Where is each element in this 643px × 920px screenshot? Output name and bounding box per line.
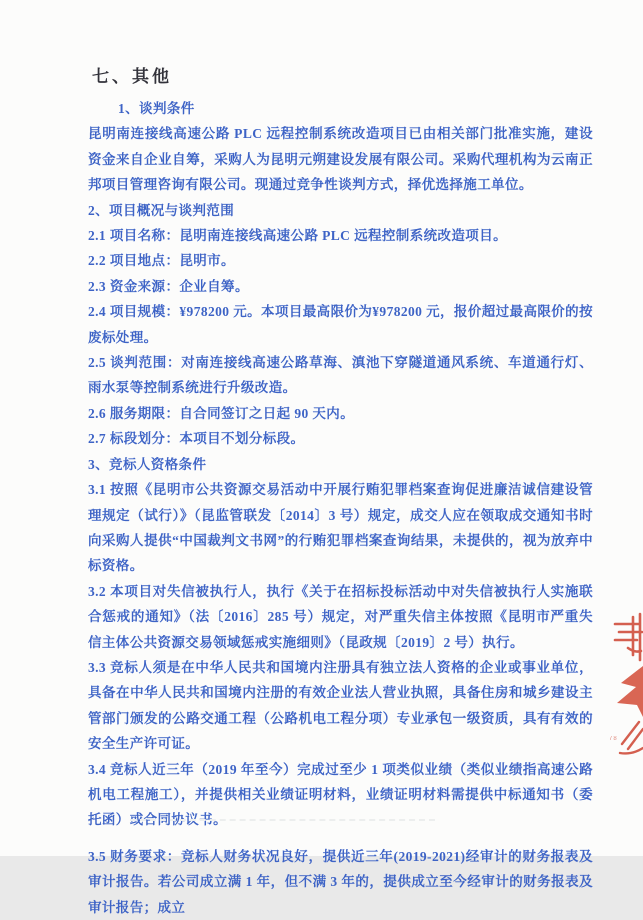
seal-graphic-icon [609,608,643,760]
paragraph: 2.3 资金来源：企业自筹。 [88,278,249,294]
seal-digits: 78 [609,736,618,742]
paragraph: 3.1 按照《昆明市公共资源交易活动中开展行贿犯罪档案查询促进廉洁诚信建设管理规定（试行）》（昆监管联发〔2014〕3 号）规定，成交人应在领取成交通知书时向采购人提供“中国裁判文书网”的行贿犯罪档案查询结果，未提供的，视为放弃中标资格。 [88,482,593,574]
document-content [88,62,593,920]
paragraph: 3.4 竞标人近三年（2019 年至今）完成过至少 1 项类似业绩（类似业绩指高速公路机电工程施工），并提供相关业绩证明材料，业绩证明材料需提供中标通知书（委托函）或合同协议书。 [88,761,593,828]
paragraph: 3.3 竞标人须是在中华人民共和国境内注册具有独立法人资格的企业或事业单位，具备在中华人民共和国境内注册的有效企业法人营业执照，具备住房和城乡建设主管部门颁发的公路交通工程（公路机电工程分项）专业承包一级资质，具有有效的安全生产许可证。 [88,659,593,752]
section-heading: 3、竞标人资格条件 [88,456,207,472]
paragraph: 2.5 谈判范围：对南连接线高速公路草海、滇池下穿隧道通风系统、车道通行灯、雨水泵等控制系统进行升级改造。 [88,355,593,396]
paragraph: 3.5 财务要求：竞标人财务状况良好，提供近三年(2019-2021)经审计的财务报表及审计报告。若公司成立满 1 年，但不满 3 年的，提供成立至今经审计的财务报表及审计报告；成立 [88,848,593,915]
official-seal-stamp [609,608,643,760]
paragraph: 2.2 项目地点：昆明市。 [88,253,235,269]
scan-artifact-line [130,819,435,821]
paragraph: 2.1 项目名称：昆明南连接线高速公路 PLC 远程控制系统改造项目。 [88,228,507,244]
section-heading: 2、项目概况与谈判范围 [88,202,235,218]
section-heading: 1、谈判条件 [118,101,195,116]
document-body [88,96,593,920]
paragraph: 2.4 项目规模：¥978200 元。本项目最高限价为¥978200 元，报价超过最高限价的按废标处理。 [88,304,593,345]
paragraph: 3.2 本项目对失信被执行人，执行《关于在招标投标活动中对失信被执行人实施联合惩戒的通知》（法〔2016〕285 号）规定，对严重失信主体按照《昆明市严重失信主体公共资源交易领域惩戒实施细则》（昆政规〔2019〕2 号）执行。 [88,583,593,650]
paragraph: 昆明南连接线高速公路 PLC 远程控制系统改造项目已由相关部门批准实施，建设资金来自企业自筹，采购人为昆明元朔建设发展有限公司。采购代理机构为云南正邦项目管理咨询有限公司。现通过竞争性谈判方式，择优选择施工单位。 [88,126,593,193]
document-heading: 七、其他 [92,67,172,86]
paragraph: 2.7 标段划分：本项目不划分标段。 [88,431,305,447]
paragraph: 2.6 服务期限：自合同签订之日起 90 天内。 [88,405,355,421]
